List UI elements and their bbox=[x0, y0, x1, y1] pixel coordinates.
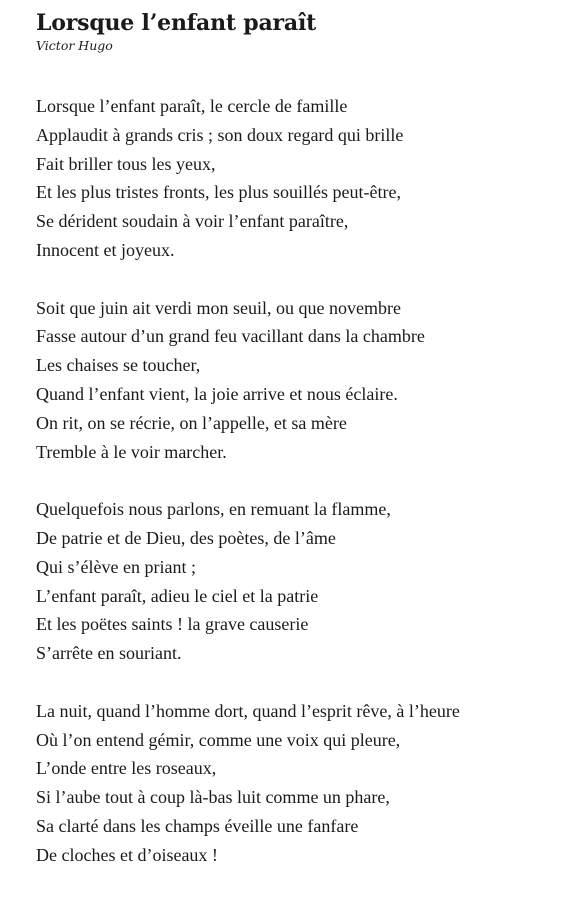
stanza-2 bbox=[36, 294, 551, 467]
poem-line: De cloches et d’oiseaux ! bbox=[36, 844, 218, 865]
poem-line: Soit que juin ait verdi mon seuil, ou que novembre bbox=[36, 297, 401, 318]
poem-line: Se dérident soudain à voir l’enfant paraître, bbox=[36, 211, 349, 232]
poem-line: L’enfant paraît, adieu le ciel et la patrie bbox=[36, 585, 319, 606]
poem-line: Où l’on entend gémir, comme une voix qui pleure, bbox=[36, 729, 401, 750]
poem-line: La nuit, quand l’homme dort, quand l’esprit rêve, à l’heure bbox=[36, 700, 460, 721]
poem-line: Tremble à le voir marcher. bbox=[36, 441, 227, 462]
poem-line: Qui s’élève en priant ; bbox=[36, 556, 196, 577]
poem-line: Innocent et joyeux. bbox=[36, 239, 175, 260]
poem-line: L’onde entre les roseaux, bbox=[36, 758, 217, 779]
poem-author: Victor Hugo bbox=[36, 38, 113, 53]
poem-line: Lorsque l’enfant paraît, le cercle de famille bbox=[36, 96, 348, 116]
poem-line: Sa clarté dans les champs éveille une fanfare bbox=[36, 815, 359, 836]
poem-line: Applaudit à grands cris ; son doux regard qui brille bbox=[36, 124, 404, 145]
poem-body bbox=[36, 92, 551, 870]
poem-line: Si l’aube tout à coup là-bas luit comme un phare, bbox=[36, 787, 390, 808]
stanza-3 bbox=[36, 495, 551, 668]
poem-line: Quand l’enfant vient, la joie arrive et nous éclaire. bbox=[36, 383, 398, 404]
poem-line: De patrie et de Dieu, des poètes, de l’âme bbox=[36, 527, 336, 548]
poem-line: Et les plus tristes fronts, les plus souillés peut-être, bbox=[36, 182, 401, 203]
poem-line: Fait briller tous les yeux, bbox=[36, 153, 216, 174]
poem-line: Les chaises se toucher, bbox=[36, 355, 201, 376]
poem-line: Quelquefois nous parlons, en remuant la flamme, bbox=[36, 499, 391, 520]
poem-page bbox=[36, 10, 551, 898]
poem-line: Et les poëtes saints ! la grave causerie bbox=[36, 614, 309, 635]
stanza-4 bbox=[36, 697, 551, 870]
poem-line: Fasse autour d’un grand feu vacillant dans la chambre bbox=[36, 326, 425, 347]
stanza-1 bbox=[36, 92, 551, 265]
poem-line: S’arrête en souriant. bbox=[36, 643, 182, 664]
poem-line: On rit, on se récrie, on l’appelle, et sa mère bbox=[36, 412, 347, 433]
poem-title: Lorsque l’enfant paraît bbox=[36, 10, 317, 36]
